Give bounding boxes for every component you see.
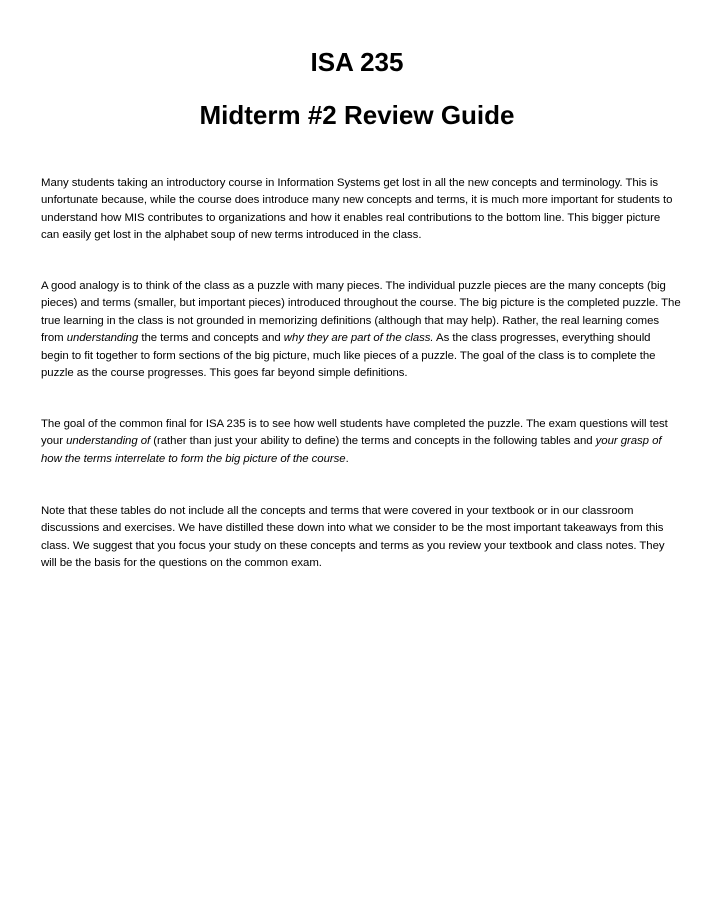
tables-note-paragraph: Note that these tables do not include all the concepts and terms that were covered in your textbook or in our classroom discussions and exercises. We have distilled these down into what we consider to be the most important takeaways from this class. We suggest that you focus your study on these concepts and terms as you review your textbook and class notes. They will be the basis for the questions on the common exam. (41, 505, 665, 570)
intro-paragraph: Many students taking an introductory course in Information Systems get lost in all the new concepts and terminology. This is unfortunate because, while the course does introduce many new concepts and terms, it is much more important for students to understand how MIS contributes to organizations and how it enables real contributions to the bottom line. This bigger picture can easily get lost in the alphabet soup of new terms introduced in the class. (41, 177, 673, 242)
exam-text-3: . (345, 452, 349, 465)
exam-text-1: The goal of the common final for ISA 235 is to see how well students have completed the puzzle. The exam questions will test your (41, 418, 668, 448)
analogy-emphasis-understanding: understanding (66, 332, 139, 345)
exam-emphasis-understanding: understanding of (66, 435, 151, 448)
analogy-text-2: the terms and concepts and (138, 332, 284, 345)
exam-emphasis-grasp: your grasp of how the terms interrelate to form the big picture of the course (41, 435, 662, 465)
analogy-paragraph (41, 278, 681, 382)
course-title: ISA 235 (310, 47, 404, 77)
analogy-text-3: As the class progresses, everything should begin to fit together to form sections of the big picture, much like pieces of a puzzle. The goal of the class is to complete the puzzle as the course progresses. This goes far beyond simple definitions. (41, 332, 656, 380)
exam-goal-paragraph (41, 416, 681, 468)
guide-title: Midterm #2 Review Guide (199, 100, 515, 130)
analogy-emphasis-why: why they are part of the class. (283, 332, 434, 345)
analogy-text-1: A good analogy is to think of the class as a puzzle with many pieces. The individual puzzle pieces are the many concepts (big pieces) and terms (smaller, but important pieces) introduced throughout the course. The big picture is the completed puzzle. The true learning in the class is not grounded in memorizing definitions (although that may help). Rather, the real learning comes from (41, 280, 681, 345)
exam-text-2: (rather than just your ability to define) the terms and concepts in the following tables and (150, 435, 596, 448)
